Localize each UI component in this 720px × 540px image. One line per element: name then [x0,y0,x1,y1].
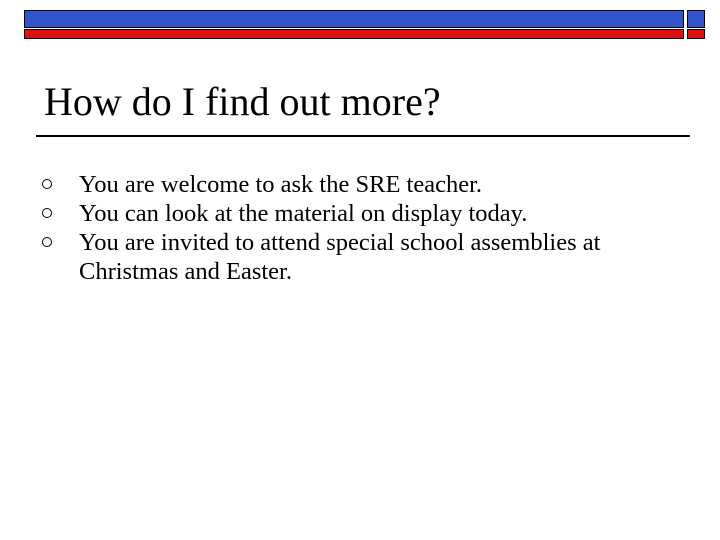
bullet-item [40,228,680,286]
title-underline [36,135,690,137]
bullet-text: You are welcome to ask the SRE teacher. [79,171,483,198]
corner-square-bottom [687,29,705,39]
slide-title: How do I find out more? [44,79,441,124]
top-blue-bar [24,10,684,28]
bullet-text: You can look at the material on display today. [79,200,528,227]
bullet-list [40,170,680,286]
top-red-bar [24,29,684,39]
hollow-circle-icon [42,179,52,189]
bullet-item [40,199,680,228]
hollow-circle-icon [42,237,52,247]
hollow-circle-icon [42,208,52,218]
bullet-text: You are invited to attend special school assemblies at Christmas and Easter. [79,229,601,285]
corner-square-top [687,10,705,28]
bullet-item [40,170,680,199]
